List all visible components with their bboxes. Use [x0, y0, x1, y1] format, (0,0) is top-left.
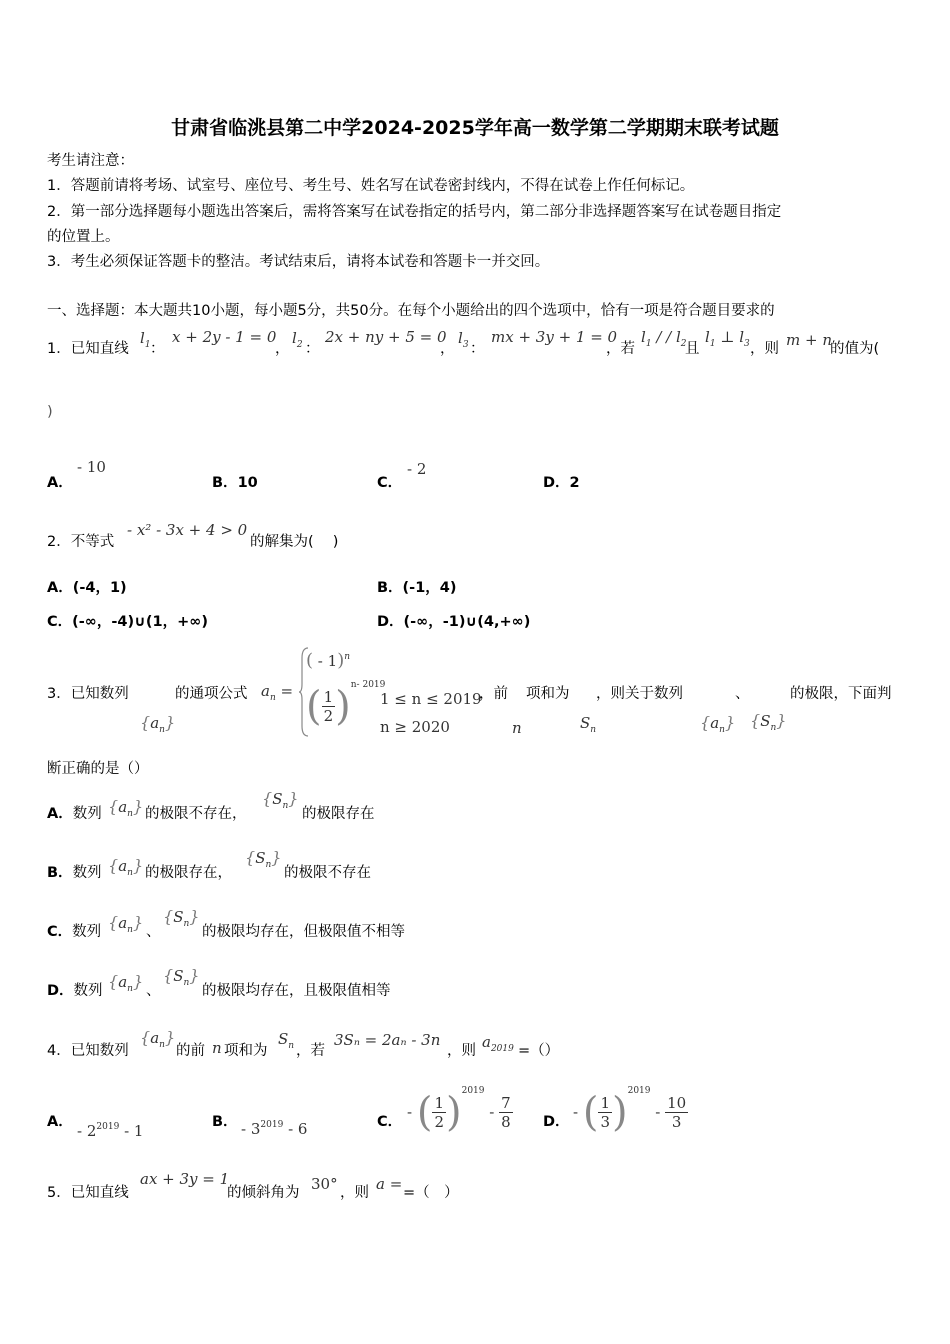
q3-case2-cond: n ≥ 2020 [380, 718, 450, 736]
q3-case1-expr: ( - 1)$^n$ [306, 650, 351, 671]
q4-option-d-expr: - ( $\frac{1}{3}$ )$^{2019}$ - $\frac{10}{3}$ [573, 1086, 687, 1136]
q4-option-b-expr: - $3^{2019} - 6$ [241, 1120, 308, 1138]
q3-case1-cond: 1 ≤ n ≤ 2019 [380, 690, 482, 708]
notice-item: 1．答题前请将考场、试室号、座位号、考生号、姓名写在试卷密封线内，不得在试卷上作任何标记。 [47, 178, 695, 194]
q3-option-b[interactable]: B．数列 [47, 865, 102, 881]
q3-an: $\{a_n\}$ [140, 713, 176, 735]
notice-item: 2．第一部分选择题每小题选出答案后，需将答案写在试卷指定的括号内，第二部分非选择题答案写在试卷题目指定 [47, 204, 782, 220]
q4-option-a[interactable]: A． [47, 1114, 73, 1130]
q1-l1-eq: x + 2y - 1 = 0 [172, 328, 277, 346]
q2-option-a[interactable]: A．(-4，1) [47, 580, 127, 596]
q3-option-d[interactable]: D．数列 [47, 983, 103, 999]
q4-option-d[interactable]: D． [543, 1114, 570, 1130]
section-heading: 一、选择题：本大题共10小题，每小题5分，共50分。在每个小题给出的四个选项中，恰有一项是符合题目要求的 [47, 303, 775, 319]
q5-eq: ax + 3y = 1 [140, 1170, 230, 1188]
q1-l1-symbol: $l_1$ [140, 329, 151, 350]
q2-option-d[interactable]: D．(-∞，-1)∪(4,+∞) [377, 614, 531, 630]
q1-l2-eq: 2x + ny + 5 = 0 [325, 328, 447, 346]
q1-mn: m + n [786, 331, 832, 349]
q3-option-a[interactable]: A．数列 [47, 806, 102, 822]
q1-option-a[interactable]: A． [47, 475, 73, 491]
q4-option-c-expr: - ( $\frac{1}{2}$ )$^{2019}$ - $\frac{7}{8}$ [407, 1086, 511, 1136]
q1-l3-symbol: $l_3$ [458, 329, 469, 350]
q5-angle: 30° [311, 1175, 338, 1193]
q3-option-c[interactable]: C．数列 [47, 924, 102, 940]
q4-eq: 3Sₙ = 2aₙ - 3n [334, 1031, 441, 1049]
q2-option-c[interactable]: C．(-∞，-4)∪(1，+∞) [47, 614, 208, 630]
q1-stem: 1．已知直线 [47, 341, 129, 357]
q4-stem: 4．已知数列 [47, 1043, 129, 1059]
q1-l3-eq: mx + 3y + 1 = 0 [491, 328, 618, 346]
q2-expr: - x² - 3x + 4 > 0 [127, 521, 248, 539]
notice-heading: 考生请注意： [47, 153, 134, 169]
q1-option-c[interactable]: C． [377, 475, 403, 491]
q4-option-c[interactable]: C． [377, 1114, 403, 1130]
q4-option-b[interactable]: B． [212, 1114, 238, 1130]
notice-item: 3．考生必须保证答题卡的整洁。考试结束后，请将本试卷和答题卡一并交回。 [47, 254, 550, 270]
q1-option-d[interactable]: D．2 [543, 475, 580, 491]
page-title: 甘肃省临洮县第二中学2024-2025学年高一数学第二学期期末联考试题 [171, 117, 779, 139]
q2-option-b[interactable]: B．(-1，4) [377, 580, 457, 596]
q1-perp: $l_1$ ⊥ $l_3$ [705, 328, 750, 349]
q5-stem: 5．已知直线 [47, 1185, 129, 1201]
q4-option-a-expr: - $2^{2019} - 1$ [77, 1122, 144, 1140]
q2-stem: 2．不等式 [47, 534, 115, 550]
q1-parallel: $l_1$ / / $l_2$ [641, 328, 687, 349]
q1-l2-symbol: $l_2$ [292, 329, 303, 350]
q1-option-b[interactable]: B．10 [212, 475, 258, 491]
q3-case2-expr: ( $\frac{1}{2}$ )$^{n- 2019}$ [306, 680, 386, 730]
notice-item: 的位置上。 [47, 229, 120, 245]
q3-stem: 3．已知数列 [47, 686, 129, 702]
